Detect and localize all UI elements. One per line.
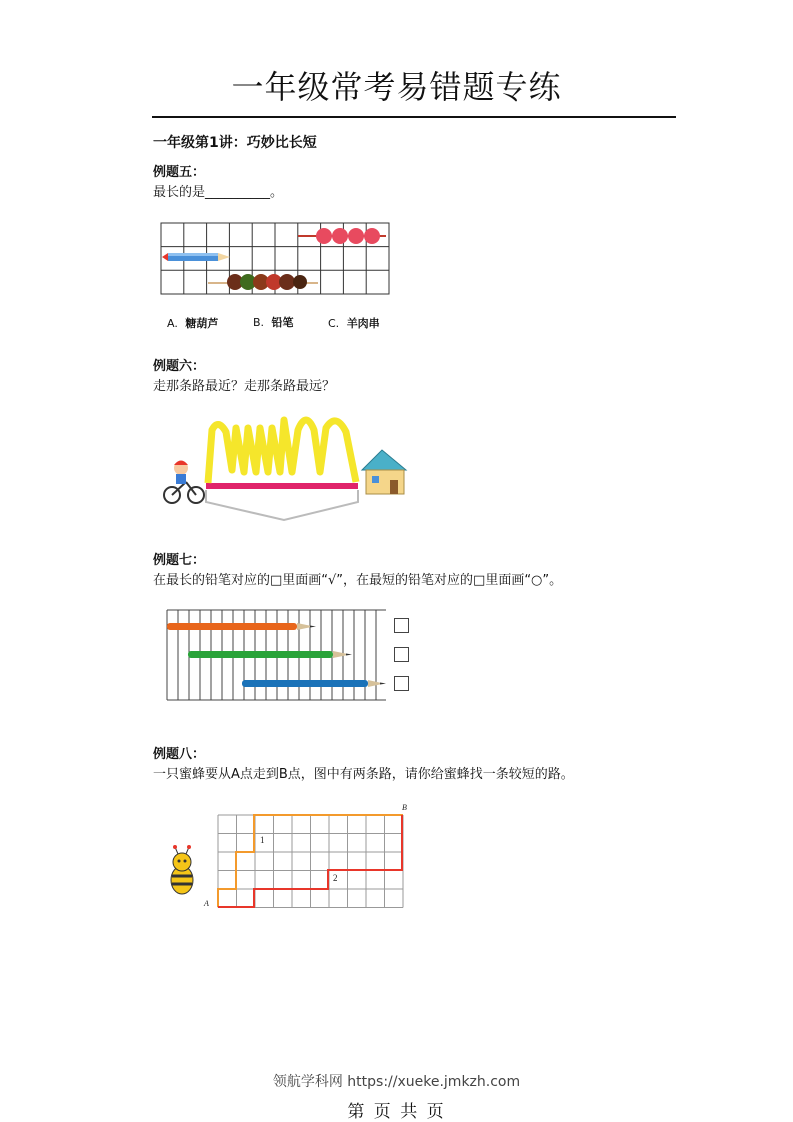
pencil-icon xyxy=(162,253,230,261)
grid xyxy=(218,815,403,908)
yangrouchuan-icon xyxy=(208,274,318,290)
example5-figure xyxy=(160,222,390,296)
page-title: 一年级常考易错题专练 xyxy=(231,68,562,106)
example5-question: 最长的是__________。 xyxy=(153,185,284,200)
example6-figure xyxy=(160,410,415,525)
page-number: 第 页 共 页 xyxy=(347,1102,446,1122)
short-pencil-icon xyxy=(242,680,386,687)
site-footer: 领航学科网 https://xueke.jmkzh.com xyxy=(272,1074,521,1090)
answer-box-medium[interactable] xyxy=(394,647,409,662)
tanghulu-icon xyxy=(298,228,386,244)
example6-label: 例题六： xyxy=(153,359,206,374)
house-icon xyxy=(362,450,406,494)
example7-figure xyxy=(164,607,414,704)
example8-figure xyxy=(160,800,420,915)
example7-label: 例题七： xyxy=(153,553,206,568)
example5-label: 例题五： xyxy=(153,165,206,180)
yellow-road xyxy=(208,420,356,483)
gray-road xyxy=(206,490,358,520)
title-divider xyxy=(152,116,676,118)
choice-b: B. 铅笔 xyxy=(253,316,294,329)
answer-box-long[interactable] xyxy=(394,618,409,633)
answer-box-short[interactable] xyxy=(394,676,409,691)
choice-c: C. 羊肉串 xyxy=(328,317,380,330)
medium-pencil-icon xyxy=(188,651,352,658)
example6-question: 走那条路最近？走那条路最远？ xyxy=(153,379,336,394)
path-1-label: 1 xyxy=(260,835,265,845)
example8-label: 例题八： xyxy=(153,747,206,762)
point-a-label: A xyxy=(204,899,209,908)
point-b-label: B xyxy=(402,803,407,812)
bee-icon xyxy=(171,845,193,894)
pink-road xyxy=(206,483,358,489)
lesson-heading: 一年级第1讲：巧妙比长短 xyxy=(153,135,317,151)
long-pencil-icon xyxy=(167,623,316,630)
path-2-label: 2 xyxy=(333,873,338,883)
example7-question: 在最长的铅笔对应的□里面画“√”，在最短的铅笔对应的□里面画“○”。 xyxy=(153,573,563,588)
example8-question: 一只蜜蜂要从A点走到B点，图中有两条路，请你给蜜蜂找一条较短的路。 xyxy=(153,767,574,782)
choice-a: A. 糖葫芦 xyxy=(167,317,219,330)
child-on-bike-icon xyxy=(164,461,204,504)
